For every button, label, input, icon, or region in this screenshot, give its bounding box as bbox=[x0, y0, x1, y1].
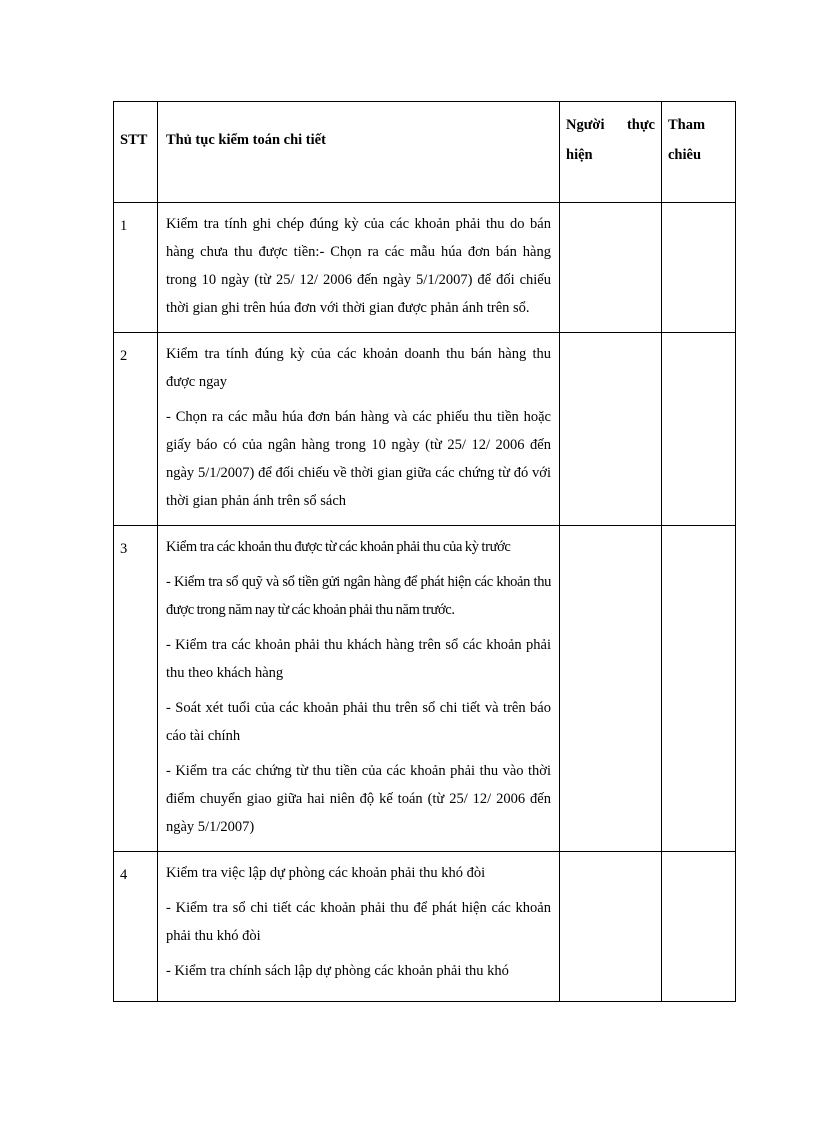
procedure-paragraph: - Chọn ra các mẫu húa đơn bán hàng và các phiếu thu tiền hoặc giấy báo có của ngân hàng trong 10 ngày (từ 25/ 12/ 2006 đến ngày 5/1/2007) để đối chiếu về thời gian giữa các chứng từ đó với thời gian phản ánh trên sổ sách bbox=[166, 409, 551, 509]
procedure-paragraph: - Soát xét tuổi của các khoản phải thu trên sổ chi tiết và trên báo cáo tài chính bbox=[166, 700, 551, 744]
procedure-paragraph: Kiểm tra các khoản thu được từ các khoản phải thu của kỳ trước bbox=[166, 539, 511, 555]
header-person bbox=[560, 102, 662, 203]
row-number: 3 bbox=[114, 526, 158, 852]
header-person-line2: hiện bbox=[566, 147, 593, 163]
procedure-paragraph: - Kiểm tra sổ quỹ và sổ tiền gửi ngân hàng để phát hiện các khoản thu được trong năm nay từ các khoản phải thu năm trước. bbox=[166, 574, 551, 618]
reference-cell bbox=[662, 526, 736, 852]
header-stt: STT bbox=[114, 102, 158, 203]
header-reference bbox=[662, 102, 736, 203]
reference-cell bbox=[662, 852, 736, 1002]
procedure-paragraph: - Kiểm tra chính sách lập dự phòng các khoản phải thu khó bbox=[166, 963, 509, 979]
procedure-cell bbox=[158, 526, 560, 852]
table-row bbox=[114, 852, 736, 1002]
row-number: 2 bbox=[114, 333, 158, 526]
audit-procedures-table bbox=[113, 101, 736, 1002]
procedure-paragraph: - Kiểm tra sổ chi tiết các khoản phải thu để phát hiện các khoản phải thu khó đòi bbox=[166, 900, 551, 944]
procedure-cell bbox=[158, 203, 560, 333]
procedure-cell bbox=[158, 852, 560, 1002]
header-person-line1: Người thực bbox=[566, 117, 655, 133]
person-cell bbox=[560, 526, 662, 852]
procedure-paragraph: Kiểm tra việc lập dự phòng các khoản phải thu khó đòi bbox=[166, 865, 486, 881]
procedure-paragraph: Kiểm tra tính đúng kỳ của các khoản doanh thu bán hàng thu được ngay bbox=[166, 346, 551, 390]
table-row bbox=[114, 526, 736, 852]
procedure-cell bbox=[158, 333, 560, 526]
row-number: 1 bbox=[114, 203, 158, 333]
header-procedure: Thủ tục kiểm toán chi tiết bbox=[158, 102, 560, 203]
reference-cell bbox=[662, 203, 736, 333]
person-cell bbox=[560, 333, 662, 526]
header-reference-line2: chiêu bbox=[668, 147, 702, 163]
person-cell bbox=[560, 203, 662, 333]
table-row bbox=[114, 203, 736, 333]
procedure-paragraph: Kiểm tra tính ghi chép đúng kỳ của các khoản phải thu do bán hàng chưa thu được tiền:- Chọn ra các mẫu húa đơn bán hàng trong 10 ngày (từ 25/ 12/ 2006 đến ngày 5/1/2007) để đối chiếu thời gian ghi trên húa đơn với thời gian được phản ánh trên sổ. bbox=[166, 216, 551, 316]
table-row bbox=[114, 333, 736, 526]
table-header-row bbox=[114, 102, 736, 203]
header-reference-line1: Tham bbox=[668, 117, 706, 133]
person-cell bbox=[560, 852, 662, 1002]
reference-cell bbox=[662, 333, 736, 526]
row-number: 4 bbox=[114, 852, 158, 1002]
procedure-paragraph: - Kiểm tra các chứng từ thu tiền của các khoản phải thu vào thời điểm chuyển giao giữa hai niên độ kế toán (từ 25/ 12/ 2006 đến ngày 5/1/2007) bbox=[166, 763, 551, 835]
procedure-paragraph: - Kiểm tra các khoản phải thu khách hàng trên sổ các khoản phải thu theo khách hàng bbox=[166, 637, 551, 681]
